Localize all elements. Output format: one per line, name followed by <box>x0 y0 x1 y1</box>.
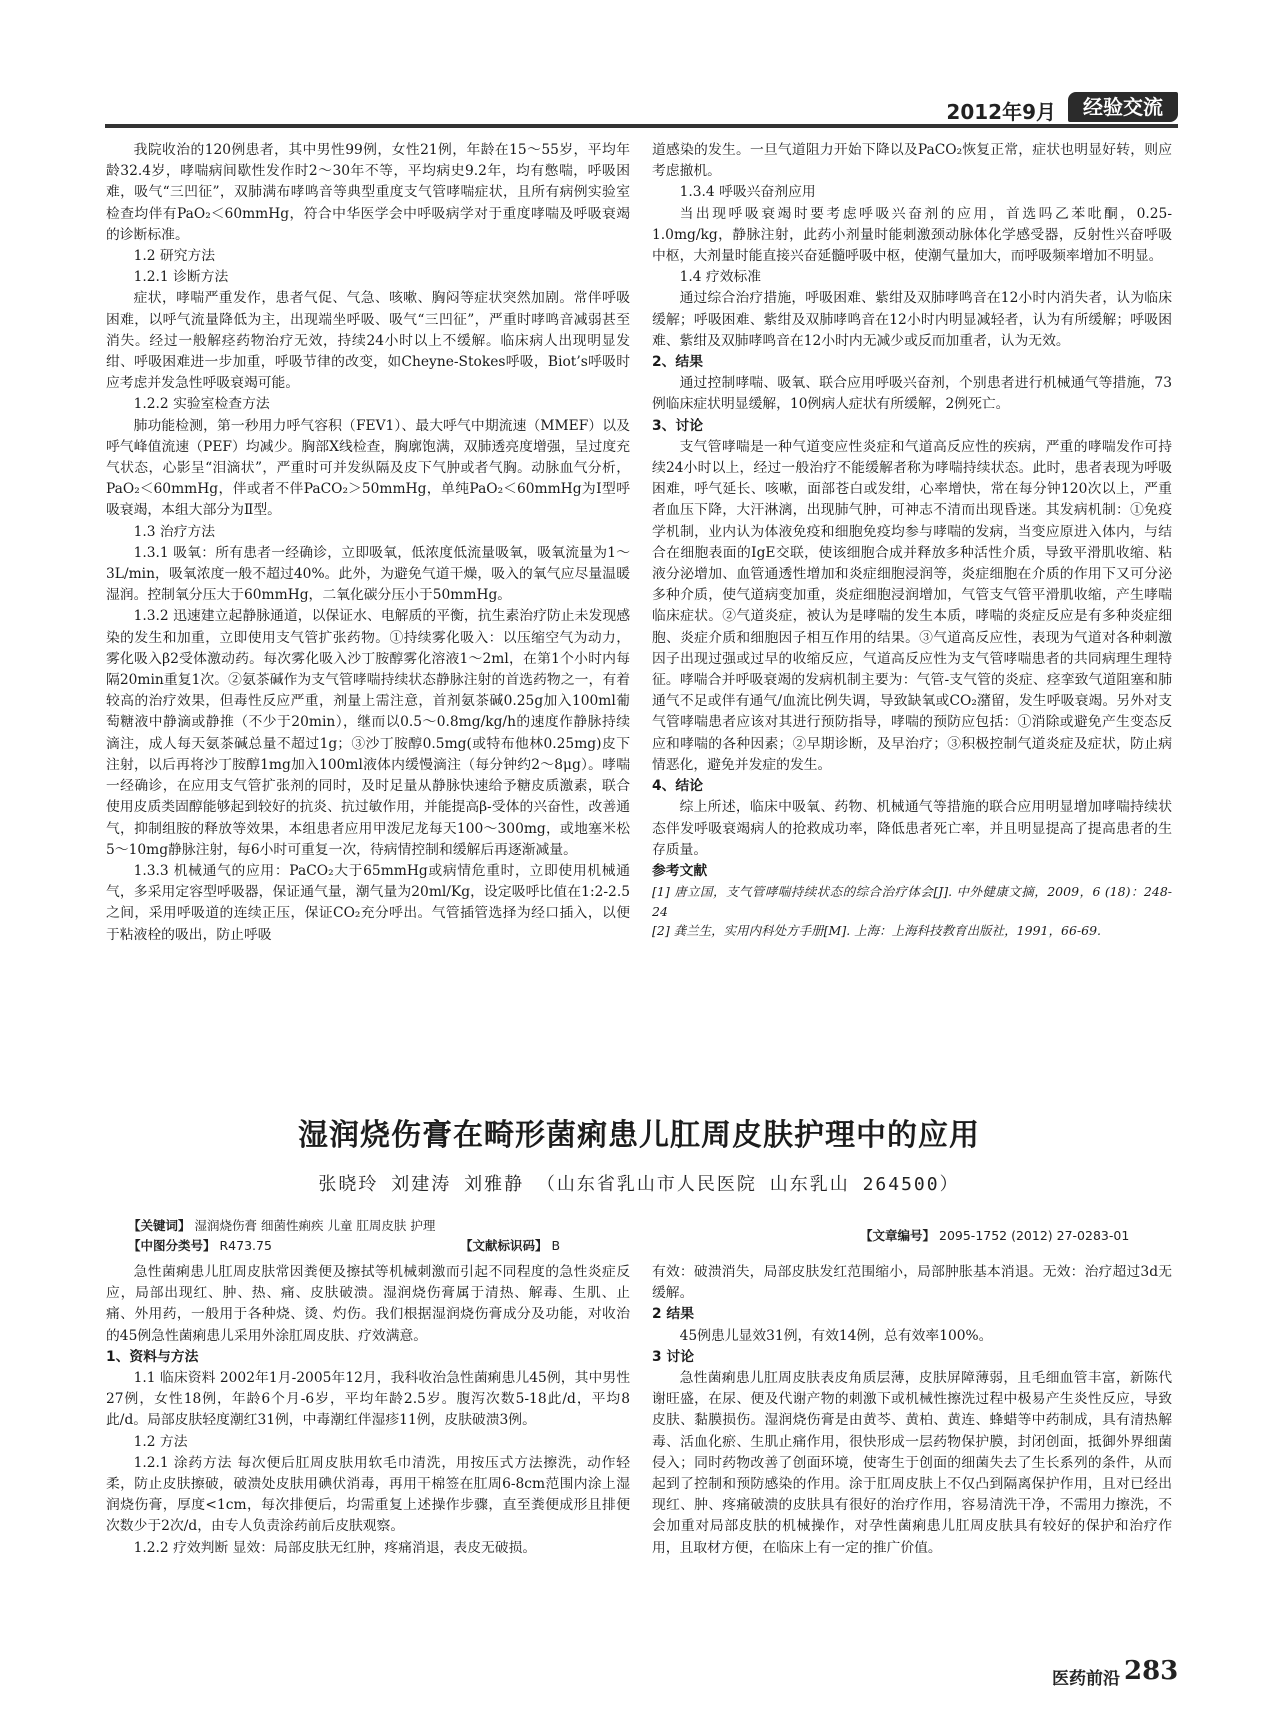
paragraph: 肺功能检测，第一秒用力呼气容积（FEV1）、最大呼气中期流速（MMEF）以及呼气峰值流速（PEF）均减少。胸部X线检查，胸廓饱满，双肺透亮度增强，呈过度充气状态，心影呈“泪滴状”，严重时可并发纵隔及皮下气肿或者气胸。动脉血气分析，PaO₂＜60mmHg，伴或者不伴PaCO₂＞50mmHg，单纯PaO₂＜60mmHg为Ⅰ型呼吸衰竭，本组大部分为Ⅱ型。 <box>106 417 630 519</box>
paragraph: 我院收治的120例患者，其中男性99例，女性21例，年龄在15～55岁，平均年龄32.4岁，哮喘病间歇性发作时2～30年不等，平均病史9.2年，均有憋喘，呼吸困难，吸气“三凹征”，双肺满布哮鸣音等典型重度支气管哮喘症状，且所有病例实验室检查均伴有PaO₂＜60mmHg，符合中华医学会中呼吸病学对于重度哮喘及呼吸衰竭的诊断标准。 <box>106 142 630 243</box>
issue-date: 2012年9月 <box>946 100 1056 124</box>
clc-line <box>128 1236 272 1254</box>
doc-code-label: 【文献标识码】 <box>460 1238 548 1253</box>
article-authors: 张晓玲 刘建涛 刘雅静 （山东省乳山市人民医院 山东乳山 264500） <box>318 1174 960 1195</box>
paragraph: 1.3.4 呼吸兴奋剂应用 <box>679 184 816 201</box>
section-heading: 1、资料与方法 <box>106 1348 199 1365</box>
reference-entry: [1] 唐立国，支气管哮喘持续状态的综合治疗体会[J]. 中外健康文摘，2009，6 (18)：248-24 <box>652 884 1172 919</box>
doc-code-value: B <box>551 1238 561 1253</box>
keywords-text: 湿润烧伤膏 细菌性痢疾 儿童 肛周皮肤 护理 <box>194 1218 436 1233</box>
paragraph: 1.3.1 吸氧：所有患者一经确诊，立即吸氧，低浓度低流量吸氧，吸氧流量为1～3L/min，吸氧浓度一般不超过40%。此外，为避免气道干燥，吸入的氧气应尽量温暖湿润。控制氧分压大于60mmHg，二氧化碳分压小于50mmHg。 <box>106 544 630 604</box>
paragraph: 道感染的发生。一旦气道阻力开始下降以及PaCO₂恢复正常，症状也明显好转，则应考虑撤机。 <box>652 142 1172 180</box>
clc-value: R473.75 <box>219 1238 272 1253</box>
paragraph: 45例患儿显效31例，有效14例，总有效率100%。 <box>679 1327 993 1344</box>
article-title: 湿润烧伤膏在畸形菌痢患儿肛周皮肤护理中的应用 <box>298 1118 980 1153</box>
paragraph: 1.3 治疗方法 <box>133 523 216 540</box>
paragraph: 症状，哮喘严重发作，患者气促、气急、咳嗽、胸闷等症状突然加剧。常伴呼吸困难，以呼气流量降低为主，出现端坐呼吸、吸气“三凹征”，严重时哮鸣音减弱甚至消失。经过一般解痉药物治疗无效，持续24小时以上不缓解。临床病人出现明显发绀、呼吸困难进一步加重，呼吸节律的改变，如Cheyne-Stokes呼吸，Biot’s呼吸时应考虑并发急性呼吸衰竭可能。 <box>106 290 630 392</box>
paragraph: 通过控制哮喘、吸氧、联合应用呼吸兴奋剂，个别患者进行机械通气等措施，73例临床症状明显缓解，10例病人症状有所缓解，2例死亡。 <box>652 375 1172 413</box>
page-number: 283 <box>1124 1656 1179 1686</box>
paragraph: 1.1 临床资料 2002年1月-2005年12月，我科收治急性菌痢患儿45例，其中男性27例，女性18例，年龄6个月-6岁，平均年龄2.5岁。腹泻次数5-18此/d，平均8此/d。局部皮肤轻度潮红31例，中毒潮红伴湿疹11例，皮肤破溃3例。 <box>106 1370 630 1429</box>
paragraph: 综上所述，临床中吸氧、药物、机械通气等措施的联合应用明显增加哮喘持续状态伴发呼吸衰竭病人的抢救成功率，降低患者死亡率，并且明显提高了提高患者的生存质量。 <box>652 799 1172 858</box>
keywords-line <box>128 1216 435 1234</box>
paragraph: 1.2 方法 <box>133 1433 188 1450</box>
article-number-line <box>860 1226 1129 1244</box>
section-heading: 3、讨论 <box>652 417 703 434</box>
section-heading: 4、结论 <box>652 778 703 795</box>
paragraph: 1.3.3 机械通气的应用：PaCO₂大于65mmHg或病情危重时，立即使用机械通气，多采用定容型呼吸器，保证通气量，潮气量为20ml/Kg，设定吸呼比值在1:2-2.5之间，采用呼吸道的连续正压，保证CO₂充分呼出。气管插管选择为经口插入，以便于粘液栓的吸出，防止呼吸 <box>106 862 630 943</box>
header-rule <box>105 124 1178 128</box>
clc-label: 【中图分类号】 <box>128 1238 216 1253</box>
paragraph: 1.2.2 实验室检查方法 <box>133 396 270 413</box>
paragraph: 1.2.1 诊断方法 <box>133 269 229 286</box>
paragraph: 急性菌痢患儿肛周皮肤表皮角质层薄，皮肤屏障薄弱，且毛细血管丰富，新陈代谢旺盛，在尿、便及代谢产物的刺激下或机械性擦洗过程中极易产生炎性反应，导致皮肤、黏膜损伤。湿润烧伤膏是由黄芩、黄柏、黄连、蜂蜡等中药制成，具有清热解毒、活血化瘀、生肌止痛作用，很快形成一层药物保护膜，封闭创面，抵御外界细菌侵入；同时药物改善了创面环境，使寄生于创面的细菌失去了生长系列的条件，从而起到了控制和预防感染的作用。涂于肛周皮肤上不仅凸到隔离保护作用，且对已经出现红、肿、疼痛破溃的皮肤具有很好的治疗作用，容易清洗干净，不需用力擦洗，不会加重对局部皮肤的机械操作，对孕性菌痢患儿肛周皮肤具有较好的保护和治疗作用，且取材方便，在临床上有一定的推广价值。 <box>652 1370 1172 1556</box>
paragraph: 有效：破溃消失，局部皮肤发红范围缩小，局部肿胀基本消退。无效：治疗超过3d无缓解。 <box>652 1264 1172 1302</box>
paragraph: 当出现呼吸衰竭时要考虑呼吸兴奋剂的应用，首选吗乙苯吡酮，0.25-1.0mg/kg，静脉注射，此药小剂量时能刺激颈动脉体化学感受器，反射性兴奋呼吸中枢，大剂量时能直接兴奋延髓呼吸中枢，使潮气量加大，而呼吸频率增加不明显。 <box>652 205 1172 265</box>
article-number-label: 【文章编号】 <box>860 1228 936 1243</box>
section-heading: 参考文献 <box>652 862 708 879</box>
section-badge: 经验交流 <box>1068 92 1178 122</box>
section-heading: 3 讨论 <box>652 1348 694 1365</box>
paragraph: 1.3.2 迅速建立起静脉通道，以保证水、电解质的平衡，抗生素治疗防止未发现感染的发生和加重，立即使用支气管扩张药物。①持续雾化吸入：以压缩空气为动力，雾化吸入β2受体激动药。每次雾化吸入沙丁胺醇雾化溶液1～2ml，在第1个小时内每隔20min重复1次。②氨茶碱作为支气管哮喘持续状态静脉注射的首选药物之一，有着较高的治疗效果，但毒性反应严重，剂量上需注意，首剂氨茶碱0.25g加入100ml葡萄糖液中静滴或静推（不少于20min），继而以0.5～0.8mg/kg/h的速度作静脉持续滴注，成人每天氨茶碱总量不超过1g；③沙丁胺醇0.5mg(或特布他林0.25mg)皮下注射，以后再将沙丁胺醇1mg加入100ml液体内缓慢滴注（每分钟约2～8μg）。哮喘一经确诊，在应用支气管扩张剂的同时，及时足量从静脉快速给予糖皮质激素，联合使用皮质类固醇能够起到较好的抗炎、抗过敏作用，并能提高β-受体的兴奋性，改善通气，抑制组胺的释放等效果，本组患者应用甲泼尼龙每天100～300mg，或地塞米松5～10mg静脉注射，每6小时可重复一次，待病情控制和缓解后再逐渐减量。 <box>106 608 630 858</box>
paragraph: 1.2.2 疗效判断 显效：局部皮肤无红肿，疼痛消退，表皮无破损。 <box>133 1539 537 1556</box>
article-number-value: 2095-1752 (2012) 27-0283-01 <box>939 1228 1130 1243</box>
doc-code-line <box>460 1236 560 1254</box>
section-heading: 2、结果 <box>652 354 703 371</box>
article1-right-column <box>652 140 1172 1080</box>
journal-name: 医药前沿 <box>1052 1669 1120 1689</box>
paragraph: 急性菌痢患儿肛周皮肤常因粪便及擦拭等机械刺激而引起不同程度的急性炎症反应，局部出现红、肿、热、痛、皮肤破溃。湿润烧伤膏属于清热、解毒、生肌、止痛、外用药，一般用于各种烧、烫、灼伤。我们根据湿润烧伤膏成分及功能，对收治的45例急性菌痢患儿采用外涂肛周皮肤、疗效满意。 <box>106 1264 630 1344</box>
paragraph: 1.2 研究方法 <box>133 248 216 265</box>
section-heading: 2 结果 <box>652 1306 694 1323</box>
article1-left-column <box>106 140 630 1070</box>
reference-entry: [2] 龚兰生，实用内科处方手册[M]. 上海：上海科技教育出版社，1991，66-69. <box>652 923 1102 939</box>
paragraph: 支气管哮喘是一种气道变应性炎症和气道高反应性的疾病，严重的哮喘发作可持续24小时以上，经过一般治疗不能缓解者称为哮喘持续状态。此时，患者表现为呼吸困难，呼气延长、咳嗽，面部苍白或发绀，心率增快，常在每分钟120次以上，严重者血压下降，大汗淋漓，出现肺气肿，可神志不清而出现昏迷。其发病机制：①免疫学机制，业内认为体液免疫和细胞免疫均参与哮喘的发病，当变应原进入体内，与结合在细胞表面的IgE交联，使该细胞合成并释放多种活性介质，导致平滑肌收缩、粘液分泌增加、血管通透性增加和炎症细胞浸润等，炎症细胞在介质的作用下又可分泌多种介质，使气道病变加重，炎症细胞浸润增加，气管支气管平滑肌收缩，产生哮喘临床症状。②气道炎症，被认为是哮喘的发生本质，哮喘的炎症反应是有多种炎症细胞、炎症介质和细胞因子相互作用的结果。③气道高反应性，表现为气道对各种刺激因子出现过强或过早的收缩反应，气道高反应性为支气管哮喘患者的共同病理生理特征。哮喘合并呼吸衰竭的发病机制主要为：气管-支气管的炎症、痉挛致气道阻塞和肺通气不足或伴有通气/血流比例失调，导致缺氧或CO₂潴留，发生呼吸衰竭。另外对支气管哮喘患者应该对其进行预防指导，哮喘的预防应包括：①消除或避免产生变态反应和哮喘的各种因素；②早期诊断，及早治疗；③积极控制气道炎症及症状，防止病情恶化，避免并发症的发生。 <box>652 438 1172 773</box>
article2-right-column <box>652 1262 1172 1642</box>
paragraph: 通过综合治疗措施，呼吸困难、紫绀及双肺哮鸣音在12小时内消失者，认为临床缓解；呼吸困难、紫绀及双肺哮鸣音在12小时内明显减轻者，认为有所缓解；呼吸困难、紫绀及双肺哮鸣音在12小时内无减少或反而加重者，认为无效。 <box>652 290 1172 349</box>
keywords-label: 【关键词】 <box>128 1218 191 1233</box>
paragraph: 1.2.1 涂药方法 每次便后肛周皮肤用软毛巾清洗，用按压式方法擦洗，动作轻柔，防止皮肤擦破，破溃处皮肤用碘伏消毒，再用干棉签在肛周6-8cm范围内涂上湿润烧伤膏，厚度<1cm，每次排便后，均需重复上述操作步骤，直至粪便成形且排便次数少于2次/d，由专人负责涂药前后皮肤观察。 <box>106 1454 630 1535</box>
paragraph: 1.4 疗效标准 <box>679 269 762 286</box>
article2-left-column <box>106 1262 630 1642</box>
